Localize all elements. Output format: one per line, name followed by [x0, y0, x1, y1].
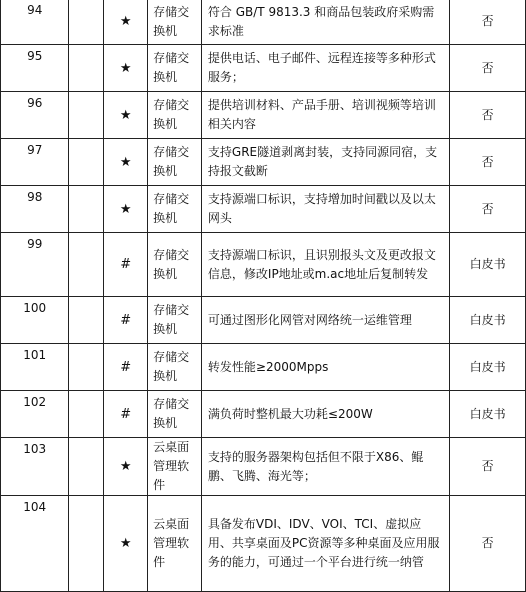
- table-row: [1, 186, 526, 233]
- deviation-value: 白皮书: [450, 233, 526, 297]
- blank-cell: [69, 45, 104, 92]
- table-row: [1, 344, 526, 391]
- blank-cell: [69, 139, 104, 186]
- row-number: 94: [1, 0, 69, 45]
- requirement-description: 可通过图形化网管对网络统一运维管理: [201, 297, 449, 344]
- deviation-value: 否: [450, 186, 526, 233]
- blank-cell: [69, 186, 104, 233]
- table-row: [1, 297, 526, 344]
- requirement-description: 转发性能≥2000Mpps: [201, 344, 449, 391]
- product-name: 云桌面管理软件: [148, 438, 202, 496]
- table-row: [1, 438, 526, 496]
- blank-cell: [69, 344, 104, 391]
- product-name: 存储交换机: [148, 297, 202, 344]
- requirement-mark: #: [104, 297, 148, 344]
- requirement-description: 符合 GB/T 9813.3 和商品包装政府采购需求标准: [201, 0, 449, 45]
- deviation-value: 否: [450, 139, 526, 186]
- deviation-value: 否: [450, 92, 526, 139]
- requirement-mark: ★: [104, 92, 148, 139]
- row-number: 97: [1, 139, 69, 186]
- requirement-mark: ★: [104, 139, 148, 186]
- blank-cell: [69, 297, 104, 344]
- requirement-mark: #: [104, 233, 148, 297]
- product-name: 存储交换机: [148, 344, 202, 391]
- requirement-description: 提供电话、电子邮件、远程连接等多种形式服务；: [201, 45, 449, 92]
- requirement-description: 支持GRE隧道剥离封装，支持同源同宿，支持报文截断: [201, 139, 449, 186]
- blank-cell: [69, 92, 104, 139]
- product-name: 存储交换机: [148, 391, 202, 438]
- requirement-mark: ★: [104, 438, 148, 496]
- requirement-description: 支持源端口标识，支持增加时间戳以及以太网头: [201, 186, 449, 233]
- deviation-value: 否: [450, 45, 526, 92]
- product-name: 存储交换机: [148, 186, 202, 233]
- requirement-mark: #: [104, 391, 148, 438]
- row-number: 104: [1, 496, 69, 592]
- row-number: 100: [1, 297, 69, 344]
- row-number: 95: [1, 45, 69, 92]
- blank-cell: [69, 391, 104, 438]
- table-row: [1, 92, 526, 139]
- table-row: [1, 0, 526, 45]
- deviation-value: 否: [450, 496, 526, 592]
- requirement-mark: #: [104, 344, 148, 391]
- table-row: [1, 139, 526, 186]
- row-number: 96: [1, 92, 69, 139]
- product-name: 存储交换机: [148, 0, 202, 45]
- requirement-mark: ★: [104, 496, 148, 592]
- row-number: 101: [1, 344, 69, 391]
- table-row: [1, 45, 526, 92]
- deviation-value: 白皮书: [450, 391, 526, 438]
- row-number: 98: [1, 186, 69, 233]
- deviation-value: 白皮书: [450, 297, 526, 344]
- blank-cell: [69, 496, 104, 592]
- requirement-description: 提供培训材料、产品手册、培训视频等培训相关内容: [201, 92, 449, 139]
- product-name: 云桌面管理软件: [148, 496, 202, 592]
- row-number: 102: [1, 391, 69, 438]
- product-name: 存储交换机: [148, 92, 202, 139]
- deviation-value: 否: [450, 438, 526, 496]
- blank-cell: [69, 438, 104, 496]
- row-number: 103: [1, 438, 69, 496]
- row-number: 99: [1, 233, 69, 297]
- requirement-description: 具备发布VDI、IDV、VOI、TCI、虚拟应用、共享桌面及PC资源等多种桌面及应用服务的能力，可通过一个平台进行统一纳管: [201, 496, 449, 592]
- requirement-mark: ★: [104, 0, 148, 45]
- table-row: [1, 496, 526, 592]
- requirement-description: 满负荷时整机最大功耗≤200W: [201, 391, 449, 438]
- requirement-description: 支持源端口标识，且识别报头文及更改报文信息，修改IP地址或m.ac地址后复制转发: [201, 233, 449, 297]
- deviation-value: 白皮书: [450, 344, 526, 391]
- product-name: 存储交换机: [148, 139, 202, 186]
- requirement-mark: ★: [104, 186, 148, 233]
- product-name: 存储交换机: [148, 45, 202, 92]
- blank-cell: [69, 233, 104, 297]
- requirement-mark: ★: [104, 45, 148, 92]
- table-row: [1, 233, 526, 297]
- product-name: 存储交换机: [148, 233, 202, 297]
- blank-cell: [69, 0, 104, 45]
- deviation-value: 否: [450, 0, 526, 45]
- table-row: [1, 391, 526, 438]
- requirement-description: 支持的服务器架构包括但不限于X86、鲲鹏、飞腾、海光等；: [201, 438, 449, 496]
